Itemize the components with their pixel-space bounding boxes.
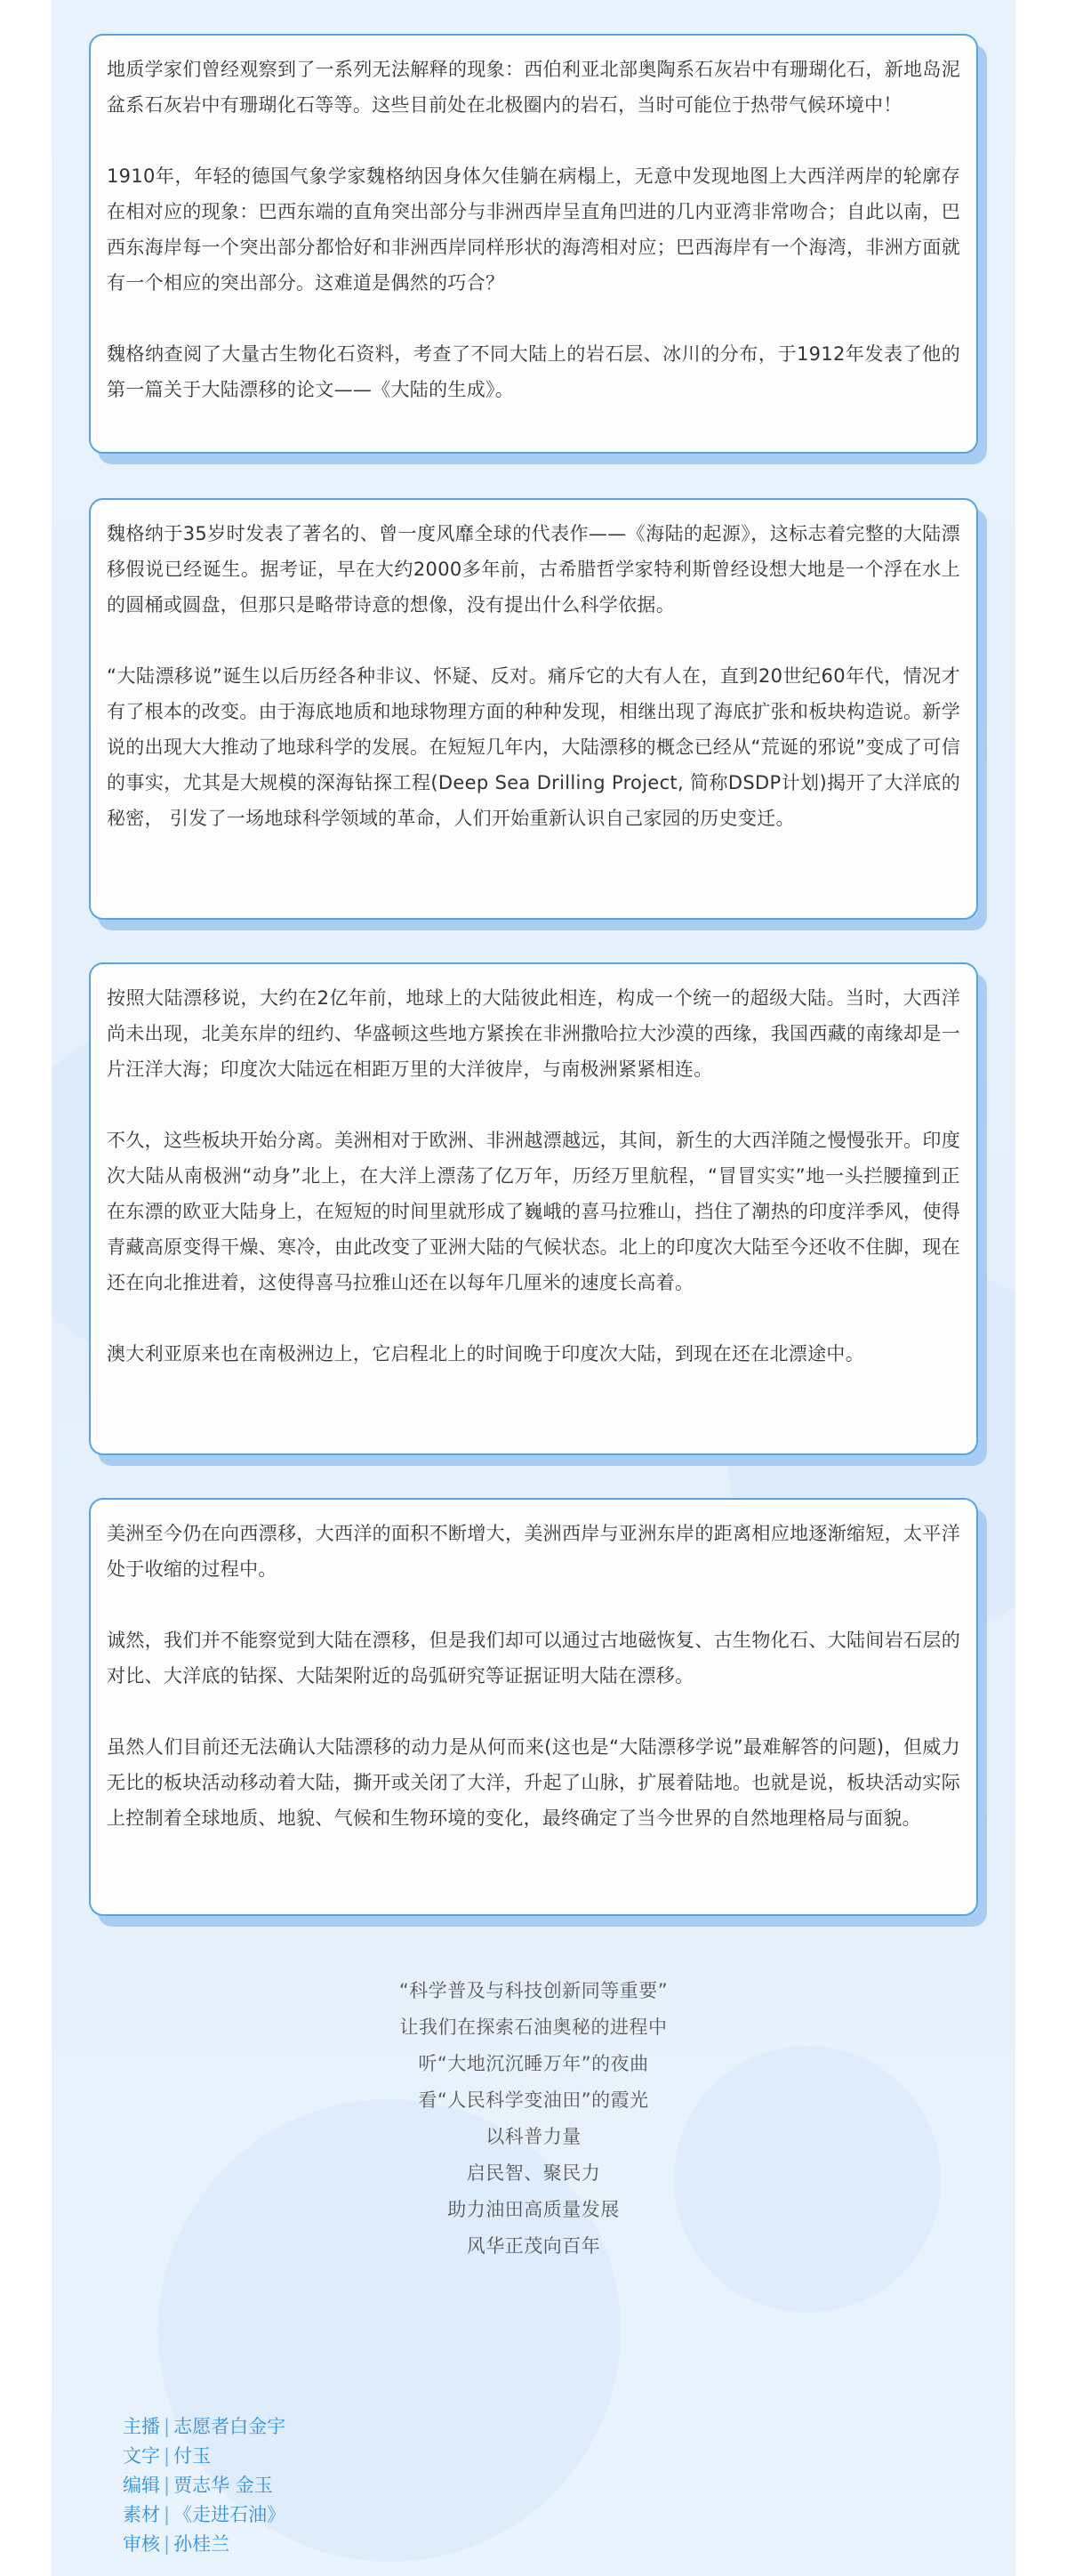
credit-row: 主播 | 志愿者白金宇 xyxy=(123,2416,286,2437)
card-body xyxy=(89,498,978,920)
credits xyxy=(123,2412,285,2559)
credit-role: 主播 xyxy=(123,2416,160,2437)
paragraph: 澳大利亚原来也在南极洲边上，它启程北上的时间晚于印度次大陆，到现在还在北漂途中。 xyxy=(107,1343,864,1364)
paragraph: 魏格纳查阅了大量古生物化石资料，考查了不同大陆上的岩石层、冰川的分布，于1912年发表了他的第一篇关于大陆漂移的论文——《大陆的生成》。 xyxy=(107,343,960,400)
card-body xyxy=(89,962,978,1455)
closing-line: 助力油田高质量发展 xyxy=(447,2199,620,2220)
article-column xyxy=(52,0,1015,2576)
paragraph: 按照大陆漂移说，大约在2亿年前，地球上的大陆彼此相连，构成一个统一的超级大陆。当时，大西洋尚未出现，北美东岸的纽约、华盛顿这些地方紧挨在非洲撒哈拉大沙漠的西缘，我国西藏的南缘却是一片汪洋大海；印度次大陆远在相距万里的大洋彼岸，与南极洲紧紧相连。 xyxy=(107,987,960,1080)
credit-name: 孙桂兰 xyxy=(173,2533,230,2555)
paragraph: 不久，这些板块开始分离。美洲相对于欧洲、非洲越漂越远，其间，新生的大西洋随之慢慢张开。印度次大陆从南极洲“动身”北上，在大洋上漂荡了亿万年，历经万里航程，“冒冒实实”地一头拦腰撞到正在东漂的欧亚大陆身上，在短短的时间里就形成了巍峨的喜马拉雅山，挡住了潮热的印度洋季风，使得青藏高原变得干燥、寒冷，由此改变了亚洲大陆的气候状态。北上的印度次大陆至今还收不住脚，现在还在向北推进着，这使得喜马拉雅山还在以每年几厘米的速度长高着。 xyxy=(107,1130,960,1293)
credit-row: 审核 | 孙桂兰 xyxy=(123,2533,230,2555)
credit-name: 付玉 xyxy=(173,2445,212,2467)
credit-role: 编辑 xyxy=(123,2475,160,2496)
credit-row: 编辑 | 贾志华 金玉 xyxy=(123,2475,273,2496)
closing-line: “科学普及与科技创新同等重要” xyxy=(398,1980,669,2001)
paragraph: 1910年，年轻的德国气象学家魏格纳因身体欠佳躺在病榻上，无意中发现地图上大西洋两岸的轮廓存在相对应的现象：巴西东端的直角突出部分与非洲西岸呈直角凹进的几内亚湾非常吻合；自此以南，巴西东海岸每一个突出部分都恰好和非洲西岸同样形状的海湾相对应；巴西海岸有一个海湾，非洲方面就有一个相应的突出部分。这难道是偶然的巧合？ xyxy=(107,165,960,294)
article-card-2 xyxy=(89,498,978,929)
article-card-4 xyxy=(89,1498,978,1925)
credit-role: 素材 xyxy=(123,2504,160,2525)
paragraph: 诚然，我们并不能察觉到大陆在漂移，但是我们却可以通过古地磁恢复、古生物化石、大陆间岩石层的对比、大洋底的钻探、大陆架附近的岛弧研究等证据证明大陆在漂移。 xyxy=(107,1630,960,1686)
card-body xyxy=(89,34,978,454)
paragraph: 虽然人们目前还无法确认大陆漂移的动力是从何而来(这也是“大陆漂移学说”最难解答的问题)，但威力无比的板块活动移动着大陆，撕开或关闭了大洋，升起了山脉，扩展着陆地。也就是说，板块活动实际上控制着全球地质、地貌、气候和生物环境的变化，最终确定了当今世界的自然地理格局与面貌。 xyxy=(107,1736,960,1829)
credit-row: 素材 | 《走进石油》 xyxy=(123,2504,286,2525)
closing-poem xyxy=(52,1973,1015,2265)
credit-name: 《走进石油》 xyxy=(173,2504,286,2525)
closing-line: 听“大地沉沉睡万年”的夜曲 xyxy=(418,2053,649,2074)
article-card-1 xyxy=(89,34,978,463)
paragraph: 地质学家们曾经观察到了一系列无法解释的现象：西伯利亚北部奥陶系石灰岩中有珊瑚化石，新地岛泥盆系石灰岩中有珊瑚化石等等。这些目前处在北极圈内的岩石，当时可能位于热带气候环境中！ xyxy=(107,59,960,116)
credit-name: 志愿者白金宇 xyxy=(173,2416,286,2437)
closing-line: 风华正茂向百年 xyxy=(466,2235,601,2257)
credit-name: 贾志华 金玉 xyxy=(173,2475,273,2496)
closing-line: 以科普力量 xyxy=(485,2126,582,2147)
closing-line: 让我们在探索石油奥秘的进程中 xyxy=(399,2017,668,2038)
article-card-3 xyxy=(89,962,978,1464)
credit-row: 文字 | 付玉 xyxy=(123,2445,212,2467)
closing-line: 启民智、聚民力 xyxy=(466,2162,601,2184)
credit-role: 文字 xyxy=(123,2445,160,2467)
paragraph: “大陆漂移说”诞生以后历经各种非议、怀疑、反对。痛斥它的大有人在，直到20世纪60年代，情况才有了根本的改变。由于海底地质和地球物理方面的种种发现，相继出现了海底扩张和板块构造说。新学说的出现大大推动了地球科学的发展。在短短几年内，大陆漂移的概念已经从“荒诞的邪说”变成了可信的事实，尤其是大规模的深海钻探工程(Deep Sea Drilling Project, 简称DSDP计划)揭开了大洋底的秘密， 引发了一场地球科学领域的革命，人们开始重新认识自己家园的历史变迁。 xyxy=(107,665,960,829)
paragraph: 魏格纳于35岁时发表了著名的、曾一度风靡全球的代表作——《海陆的起源》，这标志着完整的大陆漂移假说已经诞生。据考证，早在大约2000多年前，古希腊哲学家特利斯曾经设想大地是一个浮在水上的圆桶或圆盘，但那只是略带诗意的想像，没有提出什么科学依据。 xyxy=(107,523,960,616)
card-body xyxy=(89,1498,978,1916)
credit-role: 审核 xyxy=(123,2533,160,2555)
paragraph: 美洲至今仍在向西漂移，大西洋的面积不断增大，美洲西岸与亚洲东岸的距离相应地逐渐缩短，太平洋处于收缩的过程中。 xyxy=(107,1523,960,1580)
closing-line: 看“人民科学变油田”的霞光 xyxy=(418,2089,649,2111)
